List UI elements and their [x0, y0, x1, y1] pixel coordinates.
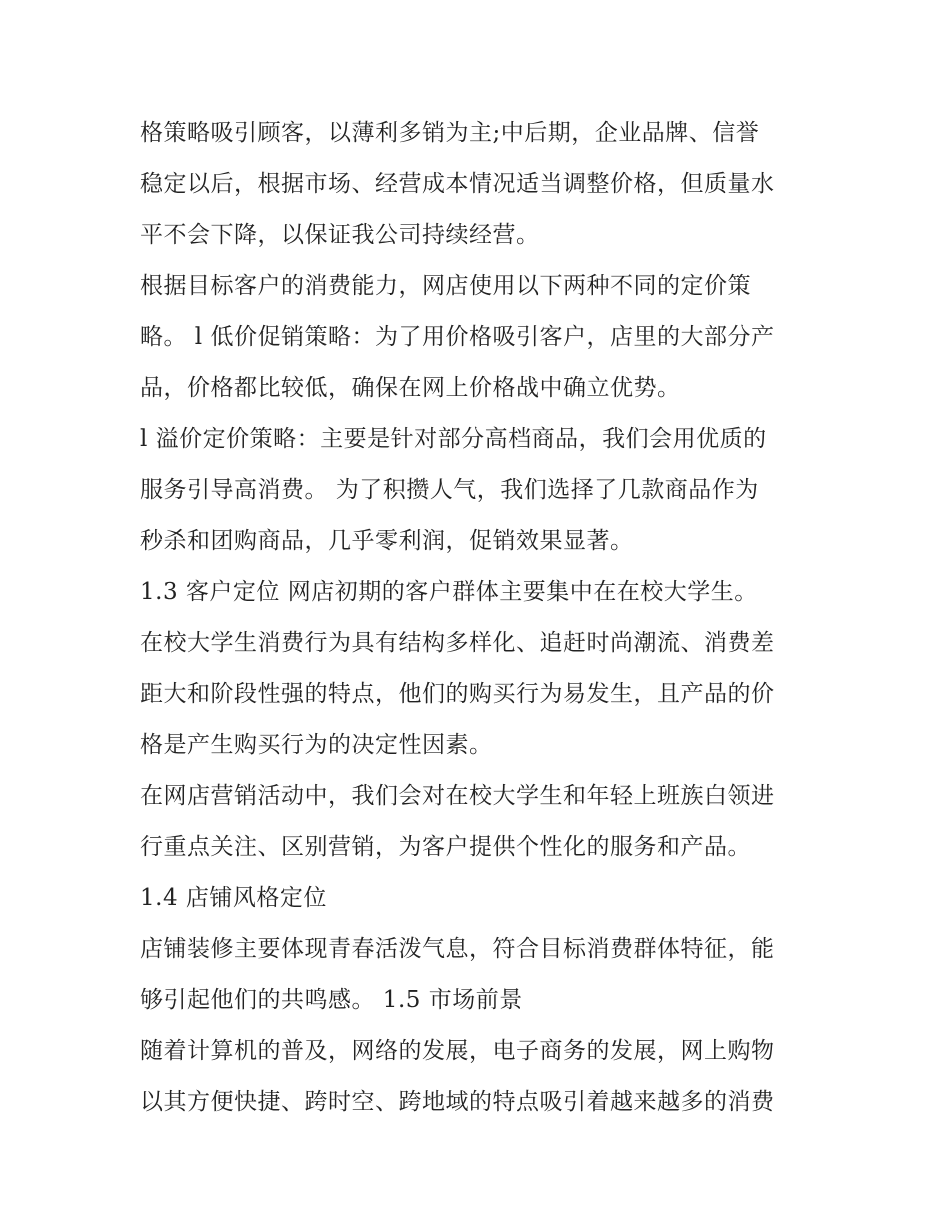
text-line: l 溢价定价策略：主要是针对部分高档商品，我们会用优质的 [140, 426, 767, 452]
text-line: 稳定以后，根据市场、经营成本情况适当调整价格，但质量水 [140, 171, 775, 197]
text-line: 在校大学生消费行为具有结构多样化、追赶时尚潮流、消费差 [140, 630, 775, 656]
text-line: 行重点关注、区别营销，为客户提供个性化的服务和产品。 [140, 834, 751, 860]
text-line: 品，价格都比较低，确保在网上价格战中确立优势。 [140, 375, 681, 401]
text-line: 在网店营销活动中，我们会对在校大学生和年轻上班族白领进 [140, 783, 775, 809]
text-line: 距大和阶段性强的特点，他们的购买行为易发生，且产品的价 [140, 681, 775, 707]
document-body [140, 108, 820, 1128]
text-line: 根据目标客户的消费能力，网店使用以下两种不同的定价策 [140, 273, 751, 299]
text-line: 以其方便快捷、跨时空、跨地域的特点吸引着越来越多的消费 [140, 1089, 775, 1115]
text-line: 格是产生购买行为的决定性因素。 [140, 732, 493, 758]
text-line: 1.3 客户定位 网店初期的客户群体主要集中在在校大学生。 [140, 579, 758, 605]
text-line: 服务引导高消费。 为了积攒人气，我们选择了几款商品作为 [140, 477, 759, 503]
text-line: 够引起他们的共鸣感。 1.5 市场前景 [140, 987, 523, 1013]
section-heading: 1.4 店铺风格定位 [140, 885, 327, 911]
text-line: 略。 l 低价促销策略：为了用价格吸引客户，店里的大部分产 [140, 324, 775, 350]
text-line: 随着计算机的普及，网络的发展，电子商务的发展，网上购物 [140, 1038, 775, 1064]
text-line: 格策略吸引顾客，以薄利多销为主;中后期，企业品牌、信誉 [140, 120, 760, 146]
text-line: 秒杀和团购商品，几乎零利润，促销效果显著。 [140, 528, 634, 554]
text-line: 平不会下降，以保证我公司持续经营。 [140, 222, 540, 248]
text-line: 店铺装修主要体现青春活泼气息，符合目标消费群体特征，能 [140, 936, 775, 962]
